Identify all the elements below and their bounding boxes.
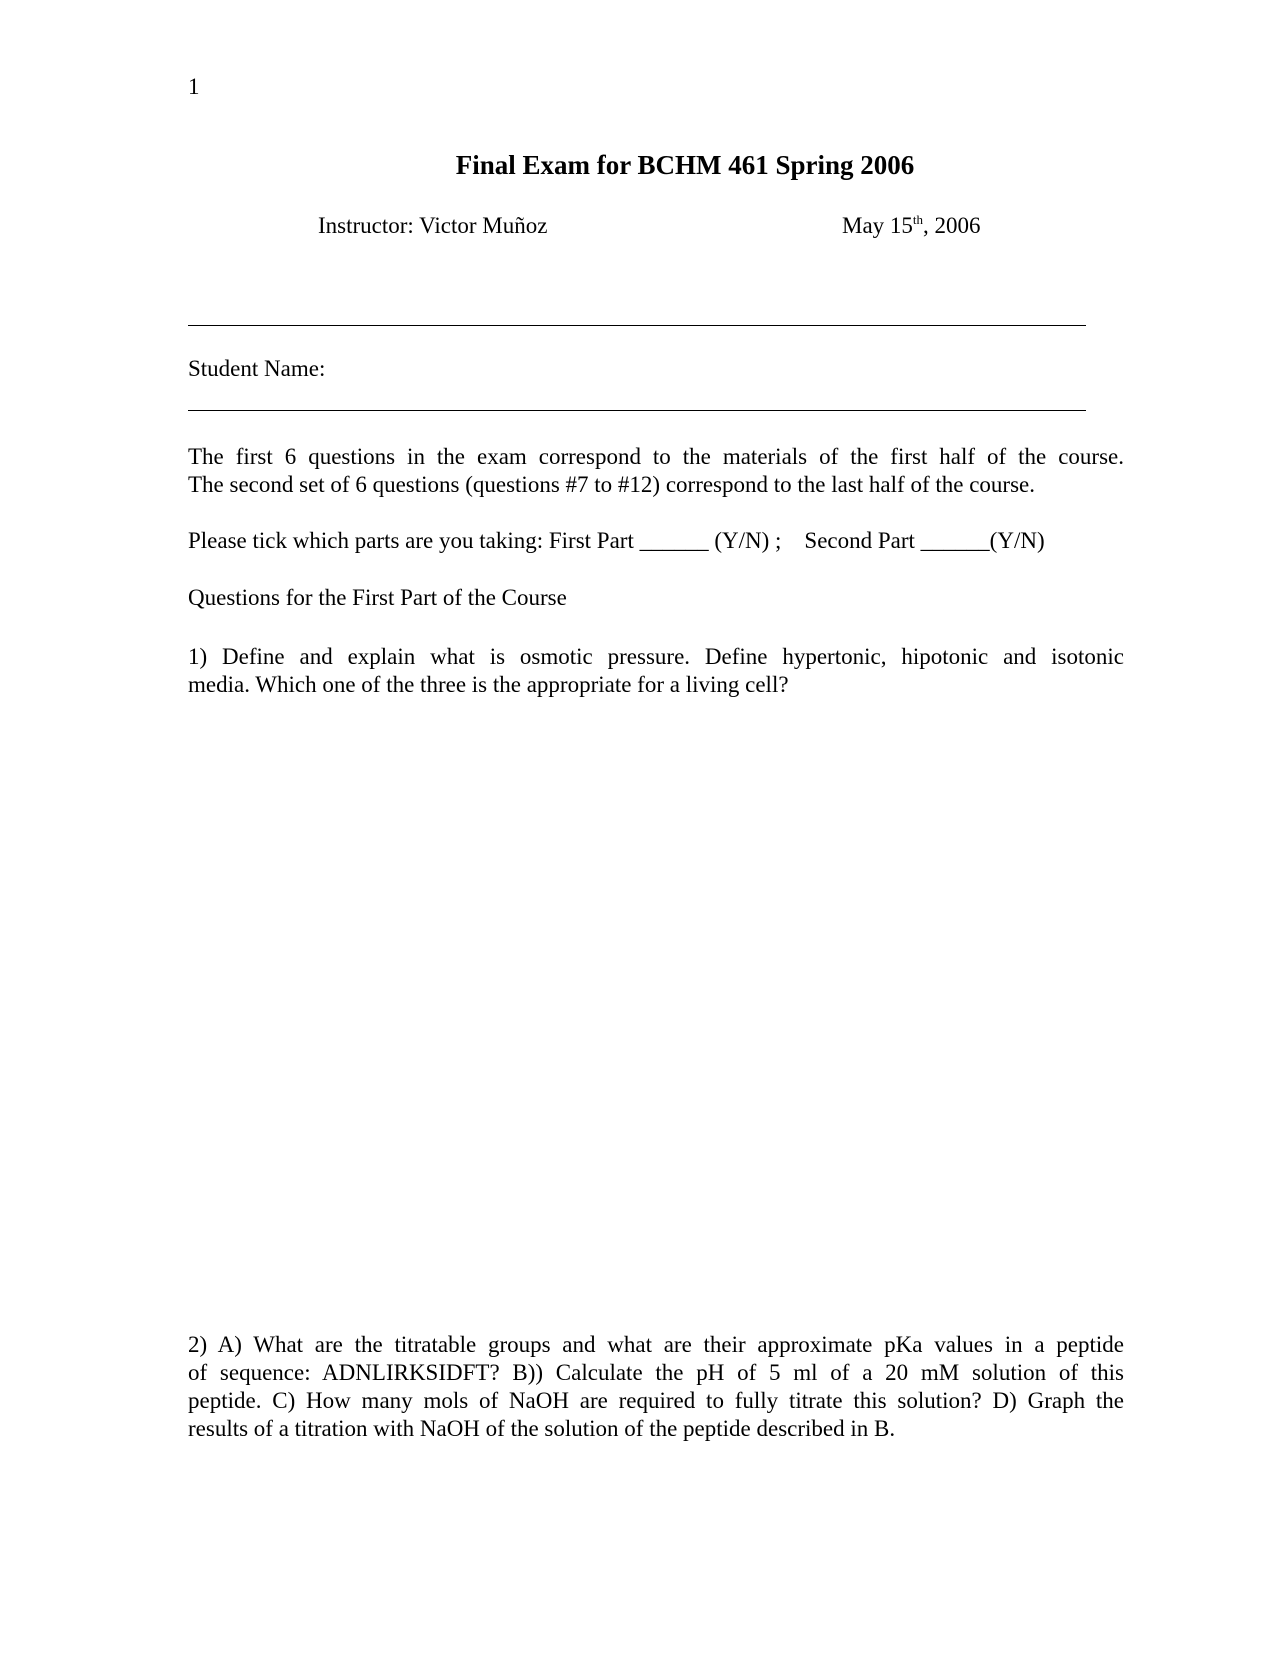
top-divider — [188, 325, 1086, 326]
question-1 — [188, 643, 1124, 699]
exam-title: Final Exam for BCHM 461 Spring 2006 — [455, 150, 915, 180]
intro-line: The second set of 6 questions (questions #7 to #12) correspond to the last half of the course. — [188, 472, 1035, 497]
date-prefix: May 15 — [842, 213, 913, 238]
question-2-line: results of a titration with NaOH of the solution of the peptide described in B. — [188, 1416, 896, 1441]
exam-date — [842, 213, 981, 239]
question-1-line: 1) Define and explain what is osmotic pressure. Define hypertonic, hipotonic and isotonic — [188, 644, 1124, 669]
intro-line: The first 6 questions in the exam correspond to the materials of the first half of the course. — [188, 444, 1124, 469]
question-2 — [188, 1331, 1124, 1443]
date-ordinal-suffix: th — [912, 212, 924, 227]
page-number: 1 — [188, 74, 200, 99]
student-name-line[interactable] — [188, 410, 1086, 411]
question-2-line: peptide. C) How many mols of NaOH are required to fully titrate this solution? D) Graph the — [188, 1388, 1124, 1413]
question-1-line: media. Which one of the three is the appropriate for a living cell? — [188, 672, 789, 697]
question-2-line: 2) A) What are the titratable groups and what are their approximate pKa values in a peptide — [188, 1332, 1124, 1357]
student-name-label: Student Name: — [188, 356, 326, 381]
part-selection-line[interactable]: Please tick which parts are you taking: First Part ______ (Y/N) ; Second Part ______(Y/N) — [188, 528, 1045, 553]
date-year: , 2006 — [923, 213, 981, 238]
intro-paragraph — [188, 443, 1124, 499]
question-2-line: of sequence: ADNLIRKSIDFT? B)) Calculate the pH of 5 ml of a 20 mM solution of this — [188, 1360, 1124, 1385]
section-heading: Questions for the First Part of the Course — [188, 585, 567, 610]
instructor-line: Instructor: Victor Muñoz — [318, 213, 548, 238]
